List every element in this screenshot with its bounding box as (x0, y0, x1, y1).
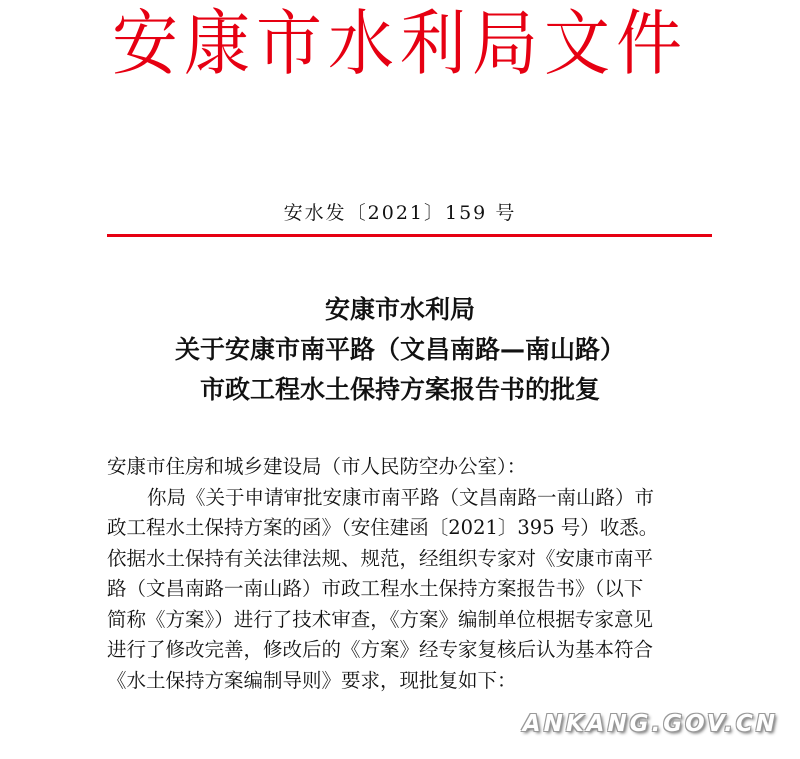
paragraph-line: 进行了修改完善，修改后的《方案》经专家复核后认为基本符合 (107, 638, 654, 661)
paragraph-line: 你局《关于申请审批安康市南平路（文昌南路一南山路）市 (147, 485, 655, 509)
addressee: 安康市住房和城乡建设局（市人民防空办公室）： (107, 455, 527, 478)
site-watermark: ANKANG.GOV.CN (522, 711, 778, 737)
title-line: 关于安康市南平路（文昌南路—南山路） (174, 335, 625, 364)
paragraph-line: 政工程水土保持方案的函》（安住建函〔2021〕395 号）收悉。 (107, 516, 659, 539)
document-header-title: 安康市水利局文件 (112, 1, 688, 86)
title-line: 市政工程水土保持方案报告书的批复 (199, 375, 600, 404)
paragraph-line: 简称《方案》）进行了技术审查，《方案》编制单位根据专家意见 (107, 607, 654, 631)
paragraph-line: 《水土保持方案编制导则》要求，现批复如下： (107, 668, 517, 692)
title-line: 安康市水利局 (324, 295, 475, 324)
document-number: 安水发〔2021〕159 号 (283, 202, 517, 224)
document-title (0, 290, 800, 410)
document-body (107, 452, 707, 696)
red-divider-rule (107, 234, 712, 237)
paragraph-line: 依据水土保持有关法律法规、规范，经组织专家对《安康市南平 (107, 546, 654, 570)
paragraph-line: 路（文昌南路一南山路）市政工程水土保持方案报告书》（以下 (107, 577, 644, 600)
